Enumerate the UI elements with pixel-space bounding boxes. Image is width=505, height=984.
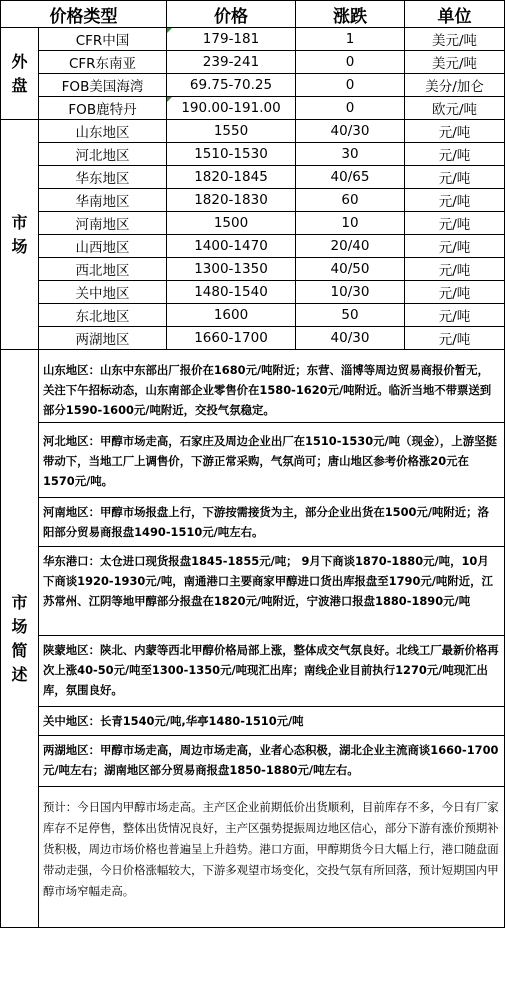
section-label-overseas	[1, 28, 39, 120]
row-price: 1300-1350	[167, 258, 296, 281]
table-row	[1, 97, 505, 120]
note-forecast: 预计：今日国内甲醇市场走高。主产区企业前期低价出货顺利，目前库存不多，今日有厂家库存不足停售，整体出货情况良好，主产区强势提振周边地区信心，部分下游有涨价预期补货积极，周边市场价格也普遍呈上升趋势。港口方面，甲醇期货今日大幅上行，港口随盘面带动走强，今日价格涨幅较大，下游多观望市场变化，交投气氛有所回落，预计短期国内甲醇市场窄幅走高。	[43, 800, 499, 898]
table-row	[1, 281, 505, 304]
summary-row	[1, 350, 505, 928]
row-type: 两湖地区	[39, 327, 167, 350]
section-label-char: 简	[11, 640, 28, 660]
row-change: 50	[296, 304, 405, 327]
table-row	[1, 327, 505, 350]
row-price: 239-241	[167, 51, 296, 74]
row-type: FOB鹿特丹	[39, 97, 167, 120]
row-change: 40/30	[296, 120, 405, 143]
row-type: 山东地区	[39, 120, 167, 143]
row-price: 1510-1530	[167, 143, 296, 166]
row-type: 东北地区	[39, 304, 167, 327]
header-price: 价格	[167, 1, 296, 28]
section-label-summary	[1, 350, 39, 928]
header-change: 涨跌	[296, 1, 405, 28]
row-price: 179-181	[167, 28, 296, 51]
table-row	[1, 74, 505, 97]
row-type: CFR东南亚	[39, 51, 167, 74]
row-type: 华南地区	[39, 189, 167, 212]
row-unit: 元/吨	[405, 189, 505, 212]
row-price: 1600	[167, 304, 296, 327]
row-type: 西北地区	[39, 258, 167, 281]
row-type: 关中地区	[39, 281, 167, 304]
row-change: 0	[296, 74, 405, 97]
row-unit: 元/吨	[405, 120, 505, 143]
row-change: 40/65	[296, 166, 405, 189]
section-label-char: 场	[11, 616, 28, 636]
row-unit: 元/吨	[405, 143, 505, 166]
row-price: 1480-1540	[167, 281, 296, 304]
note-lianghu: 两湖地区：甲醇市场走高，周边市场走高，业者心态积极，湖北企业主流商谈1660-1700元/吨左右；湖南地区部分贸易商报盘1850-1880元/吨左右。	[39, 736, 504, 787]
table-row	[1, 235, 505, 258]
section-label-market	[1, 120, 39, 350]
header-unit: 单位	[405, 1, 505, 28]
row-price: 1820-1845	[167, 166, 296, 189]
row-change: 40/50	[296, 258, 405, 281]
section-label-char: 市	[11, 212, 28, 232]
row-type: 河南地区	[39, 212, 167, 235]
section-label-char: 盘	[11, 75, 28, 95]
row-unit: 欧元/吨	[405, 97, 505, 120]
row-unit: 元/吨	[405, 327, 505, 350]
row-change: 40/30	[296, 327, 405, 350]
row-unit: 元/吨	[405, 235, 505, 258]
row-change: 10	[296, 212, 405, 235]
row-change: 10/30	[296, 281, 405, 304]
section-label-char: 市	[11, 592, 28, 612]
row-price: 1500	[167, 212, 296, 235]
row-type: 河北地区	[39, 143, 167, 166]
table-row	[1, 28, 505, 51]
row-price: 1400-1470	[167, 235, 296, 258]
row-type: 山西地区	[39, 235, 167, 258]
table-row	[1, 258, 505, 281]
row-unit: 元/吨	[405, 258, 505, 281]
row-price: 1550	[167, 120, 296, 143]
row-type: CFR中国	[39, 28, 167, 51]
row-unit: 元/吨	[405, 304, 505, 327]
row-type: FOB美国海湾	[39, 74, 167, 97]
table-row	[1, 189, 505, 212]
row-unit: 元/吨	[405, 281, 505, 304]
row-unit: 元/吨	[405, 166, 505, 189]
table-row	[1, 143, 505, 166]
note-east-china-port: 华东港口：太仓进口现货报盘1845-1855元/吨； 9月下商谈1870-1880元/吨，10月下商谈1920-1930元/吨，南通港口主要商家甲醇进口货出库报盘至1790元/吨附近，江苏常州、江阴等地甲醇部分报盘在1820元/吨附近，宁波港口报盘1880-1890元/吨	[39, 547, 504, 636]
row-type: 华东地区	[39, 166, 167, 189]
row-change: 20/40	[296, 235, 405, 258]
table-row	[1, 166, 505, 189]
note-shandong: 山东地区：山东中东部出厂报价在1680元/吨附近；东营、淄博等周边贸易商报价暂无，关注下午招标动态，山东南部企业零售价在1580-1620元/吨附近。临沂当地不带票送到部分1590-1600元/吨附近，交投气氛稳定。	[39, 350, 504, 423]
section-label-char: 外	[11, 51, 28, 71]
row-price: 69.75-70.25	[167, 74, 296, 97]
row-unit: 美元/吨	[405, 28, 505, 51]
section-label-char: 述	[11, 664, 28, 684]
table-row	[1, 212, 505, 235]
row-change: 1	[296, 28, 405, 51]
note-guanzhong: 关中地区：长青1540元/吨,华亭1480-1510元/吨	[39, 707, 504, 736]
summary-notes	[39, 350, 505, 928]
row-price: 1660-1700	[167, 327, 296, 350]
row-price: 190.00-191.00	[167, 97, 296, 120]
row-change: 30	[296, 143, 405, 166]
row-change: 60	[296, 189, 405, 212]
header-type: 价格类型	[1, 1, 167, 28]
row-change: 0	[296, 97, 405, 120]
note-henan: 河南地区：甲醇市场报盘上行，下游按需接货为主，部分企业出货在1500元/吨附近；洛阳部分贸易商报盘1490-1510元/吨左右。	[39, 498, 504, 547]
note-hebei: 河北地区：甲醇市场走高，石家庄及周边企业出厂在1510-1530元/吨（现金），上游坚挺带动下，当地工厂上调售价，下游正常采购，气氛尚可；唐山地区参考价格涨20元在1570元/吨。	[39, 423, 504, 498]
row-unit: 元/吨	[405, 212, 505, 235]
note-shaanxi-inner-mongolia: 陕蒙地区：陕北、内蒙等西北甲醇价格局部上涨，整体成交气氛良好。北线工厂最新价格再次上涨40-50元/吨至1300-1350元/吨现汇出库；南线企业目前执行1270元/吨现汇出库，氛围良好。	[39, 636, 504, 707]
row-price: 1820-1830	[167, 189, 296, 212]
table-row	[1, 51, 505, 74]
row-unit: 美元/吨	[405, 51, 505, 74]
row-unit: 美分/加仑	[405, 74, 505, 97]
table-row	[1, 120, 505, 143]
table-row	[1, 304, 505, 327]
header-row	[1, 1, 505, 28]
row-change: 0	[296, 51, 405, 74]
section-label-char: 场	[11, 236, 28, 256]
